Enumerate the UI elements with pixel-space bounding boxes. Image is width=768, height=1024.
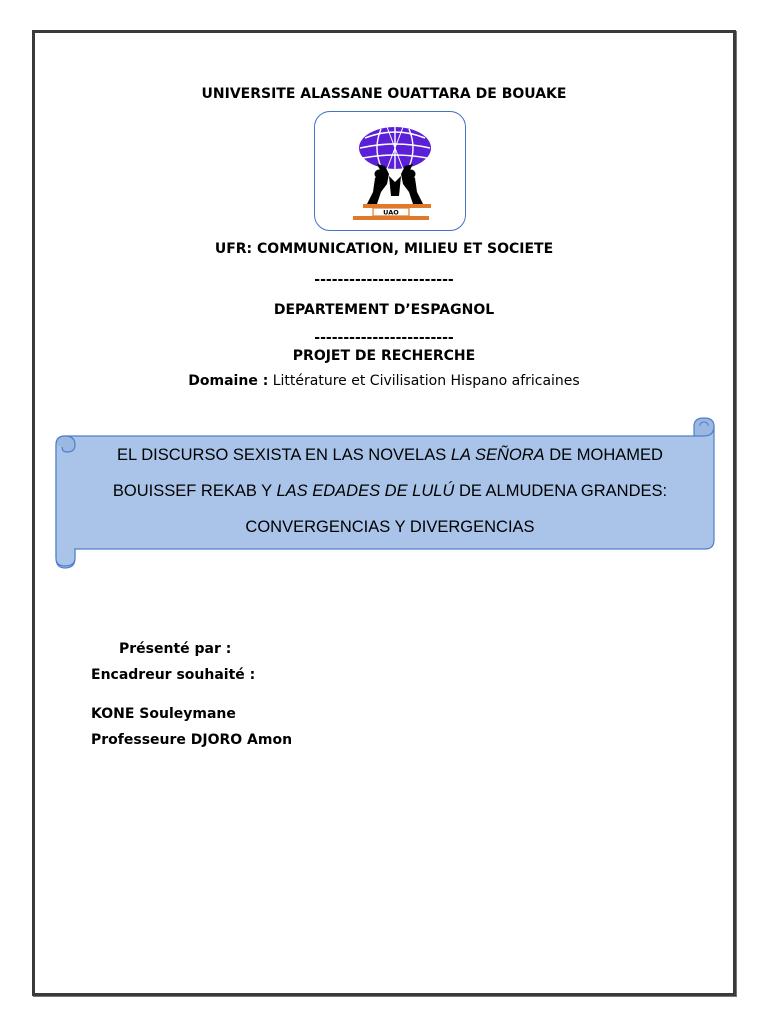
title-line-1 [76, 437, 704, 473]
department-name: DEPARTEMENT D’ESPAGNOL [273, 302, 495, 318]
novel-title-la-senora: LA SEÑORA [450, 446, 545, 464]
novel-title-las-edades: LAS EDADES DE LULÚ [276, 482, 455, 500]
title-text: DE MOHAMED [544, 446, 663, 464]
supervisor-name: Professeure DJORO Amon [91, 732, 293, 748]
title-line-3: CONVERGENCIAS Y DIVERGENCIAS [245, 518, 535, 536]
project-type: PROJET DE RECHERCHE [292, 348, 476, 364]
logo-label: UAO [383, 208, 399, 217]
title-text: EL DISCURSO SEXISTA EN LAS NOVELAS [117, 446, 451, 464]
separator-line: ------------------------ [314, 330, 454, 346]
title-text: BOUISSEF REKAB Y [112, 482, 277, 500]
ufr-name: UFR: COMMUNICATION, MILIEU ET SOCIETE [214, 241, 554, 257]
presented-by-label: Présenté par : [119, 641, 232, 657]
thesis-title [76, 437, 704, 545]
separator-line: ------------------------ [314, 272, 454, 288]
domain-label: Domaine : [188, 373, 269, 389]
student-name: KONE Souleymane [91, 706, 236, 722]
university-name: UNIVERSITE ALASSANE OUATTARA DE BOUAKE [201, 86, 567, 102]
supervisor-label: Encadreur souhaité : [91, 667, 256, 683]
domain-value: Littérature et Civilisation Hispano africaines [268, 373, 580, 389]
title-text: DE ALMUDENA GRANDES: [454, 482, 668, 500]
title-line-2 [76, 473, 704, 509]
